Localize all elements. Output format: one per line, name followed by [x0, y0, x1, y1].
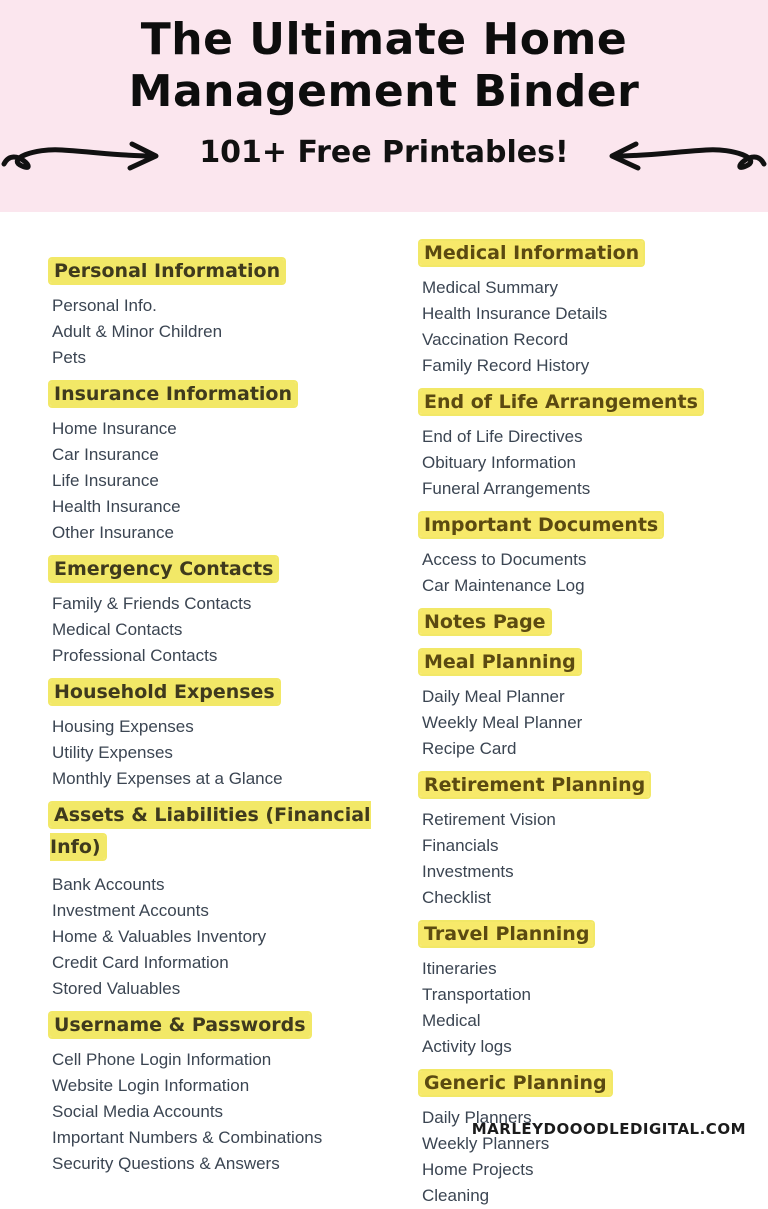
site-watermark: MARLEYDOOODLEDIGITAL.COM	[471, 1120, 746, 1138]
section-household-expenses	[46, 677, 396, 792]
list-item: Website Login Information	[52, 1076, 250, 1095]
list-item: Activity logs	[422, 1037, 512, 1056]
section-item-list	[46, 416, 396, 546]
section-heading: Travel Planning	[420, 922, 593, 946]
list-item: Vaccination Record	[422, 330, 569, 349]
list-item: Other Insurance	[52, 523, 174, 542]
list-item: Adult & Minor Children	[52, 322, 223, 341]
list-item: Security Questions & Answers	[52, 1154, 280, 1173]
list-item: Transportation	[422, 985, 531, 1004]
list-item: Health Insurance	[52, 497, 181, 516]
section-username-passwords	[46, 1010, 396, 1177]
section-travel-planning	[416, 919, 768, 1060]
list-item: Itineraries	[422, 959, 497, 978]
list-item: Life Insurance	[52, 471, 159, 490]
list-item: Car Insurance	[52, 445, 159, 464]
section-item-list	[416, 807, 768, 911]
list-item: Daily Meal Planner	[422, 687, 565, 706]
section-heading: Emergency Contacts	[50, 557, 277, 581]
title-line-2: Management Binder	[128, 66, 640, 117]
list-item: Obituary Information	[422, 453, 577, 472]
section-retirement-planning	[416, 770, 768, 911]
list-item: Funeral Arrangements	[422, 479, 591, 498]
section-heading: End of Life Arrangements	[420, 390, 702, 414]
section-heading: Important Documents	[420, 513, 662, 537]
right-arrow-doodle-icon	[0, 126, 200, 183]
list-item: Bank Accounts	[52, 875, 165, 894]
section-item-list	[416, 956, 768, 1060]
list-item: Family Record History	[422, 356, 590, 375]
section-item-list	[46, 714, 396, 792]
list-item: Housing Expenses	[52, 717, 194, 736]
list-item: Investments	[422, 862, 514, 881]
list-item: Weekly Meal Planner	[422, 713, 583, 732]
list-item: Pets	[52, 348, 87, 367]
list-item: Monthly Expenses at a Glance	[52, 769, 283, 788]
list-item: Family & Friends Contacts	[52, 594, 252, 613]
list-item: Personal Info.	[52, 296, 157, 315]
list-item: Cell Phone Login Information	[52, 1050, 272, 1069]
list-item: Home Projects	[422, 1160, 534, 1179]
section-heading: Notes Page	[420, 610, 550, 634]
section-generic-planning	[416, 1068, 768, 1209]
list-item: Credit Card Information	[52, 953, 229, 972]
list-item: Important Numbers & Combinations	[52, 1128, 323, 1147]
subtitle: 101+ Free Printables!	[199, 135, 569, 170]
section-end-of-life-arrangements	[416, 387, 768, 502]
list-item: Home Insurance	[52, 419, 177, 438]
section-important-documents	[416, 510, 768, 599]
list-item: End of Life Directives	[422, 427, 583, 446]
list-item: Stored Valuables	[52, 979, 181, 998]
list-item: Access to Documents	[422, 550, 587, 569]
list-item: Health Insurance Details	[422, 304, 608, 323]
list-item: Professional Contacts	[52, 646, 218, 665]
left-arrow-doodle-icon	[568, 126, 768, 183]
list-item: Medical	[422, 1011, 481, 1030]
section-emergency-contacts	[46, 554, 396, 669]
section-item-list	[46, 1047, 396, 1177]
subtitle-row	[0, 118, 768, 178]
section-assets-liabilities	[46, 800, 396, 1002]
section-item-list	[46, 872, 396, 1002]
section-heading: Insurance Information	[50, 382, 296, 406]
left-column	[0, 224, 396, 1173]
section-item-list	[416, 424, 768, 502]
page-title	[0, 14, 768, 118]
list-item: Medical Contacts	[52, 620, 183, 639]
section-item-list	[416, 684, 768, 762]
list-item: Checklist	[422, 888, 491, 907]
section-heading: Username & Passwords	[50, 1013, 310, 1037]
section-heading: Medical Information	[420, 241, 643, 265]
section-item-list	[46, 591, 396, 669]
section-item-list	[46, 293, 396, 371]
list-item: Utility Expenses	[52, 743, 173, 762]
title-line-1: The Ultimate Home	[140, 14, 628, 65]
list-item: Cleaning	[422, 1186, 490, 1205]
section-heading: Household Expenses	[50, 680, 279, 704]
list-item: Recipe Card	[422, 739, 517, 758]
list-item: Retirement Vision	[422, 810, 556, 829]
section-medical-information	[416, 238, 768, 379]
content-columns	[0, 212, 768, 1205]
section-item-list	[416, 275, 768, 379]
list-item: Home & Valuables Inventory	[52, 927, 267, 946]
section-personal-information	[46, 256, 396, 371]
list-item: Investment Accounts	[52, 901, 209, 920]
section-meal-planning	[416, 647, 768, 762]
list-item: Medical Summary	[422, 278, 559, 297]
section-heading: Generic Planning	[420, 1071, 611, 1095]
section-heading: Retirement Planning	[420, 773, 649, 797]
section-notes-page	[416, 607, 768, 639]
list-item: Car Maintenance Log	[422, 576, 585, 595]
section-heading: Meal Planning	[420, 650, 580, 674]
list-item: Financials	[422, 836, 499, 855]
section-heading: Assets & Liabilities (Financial Info)	[50, 804, 371, 858]
header-banner	[0, 0, 768, 212]
section-item-list	[416, 547, 768, 599]
list-item: Weekly Planners	[422, 1134, 550, 1153]
list-item: Social Media Accounts	[52, 1102, 224, 1121]
right-column	[396, 224, 768, 1205]
section-insurance-information	[46, 379, 396, 546]
section-heading: Personal Information	[50, 259, 284, 283]
list-item: Daily Planners	[422, 1108, 532, 1127]
